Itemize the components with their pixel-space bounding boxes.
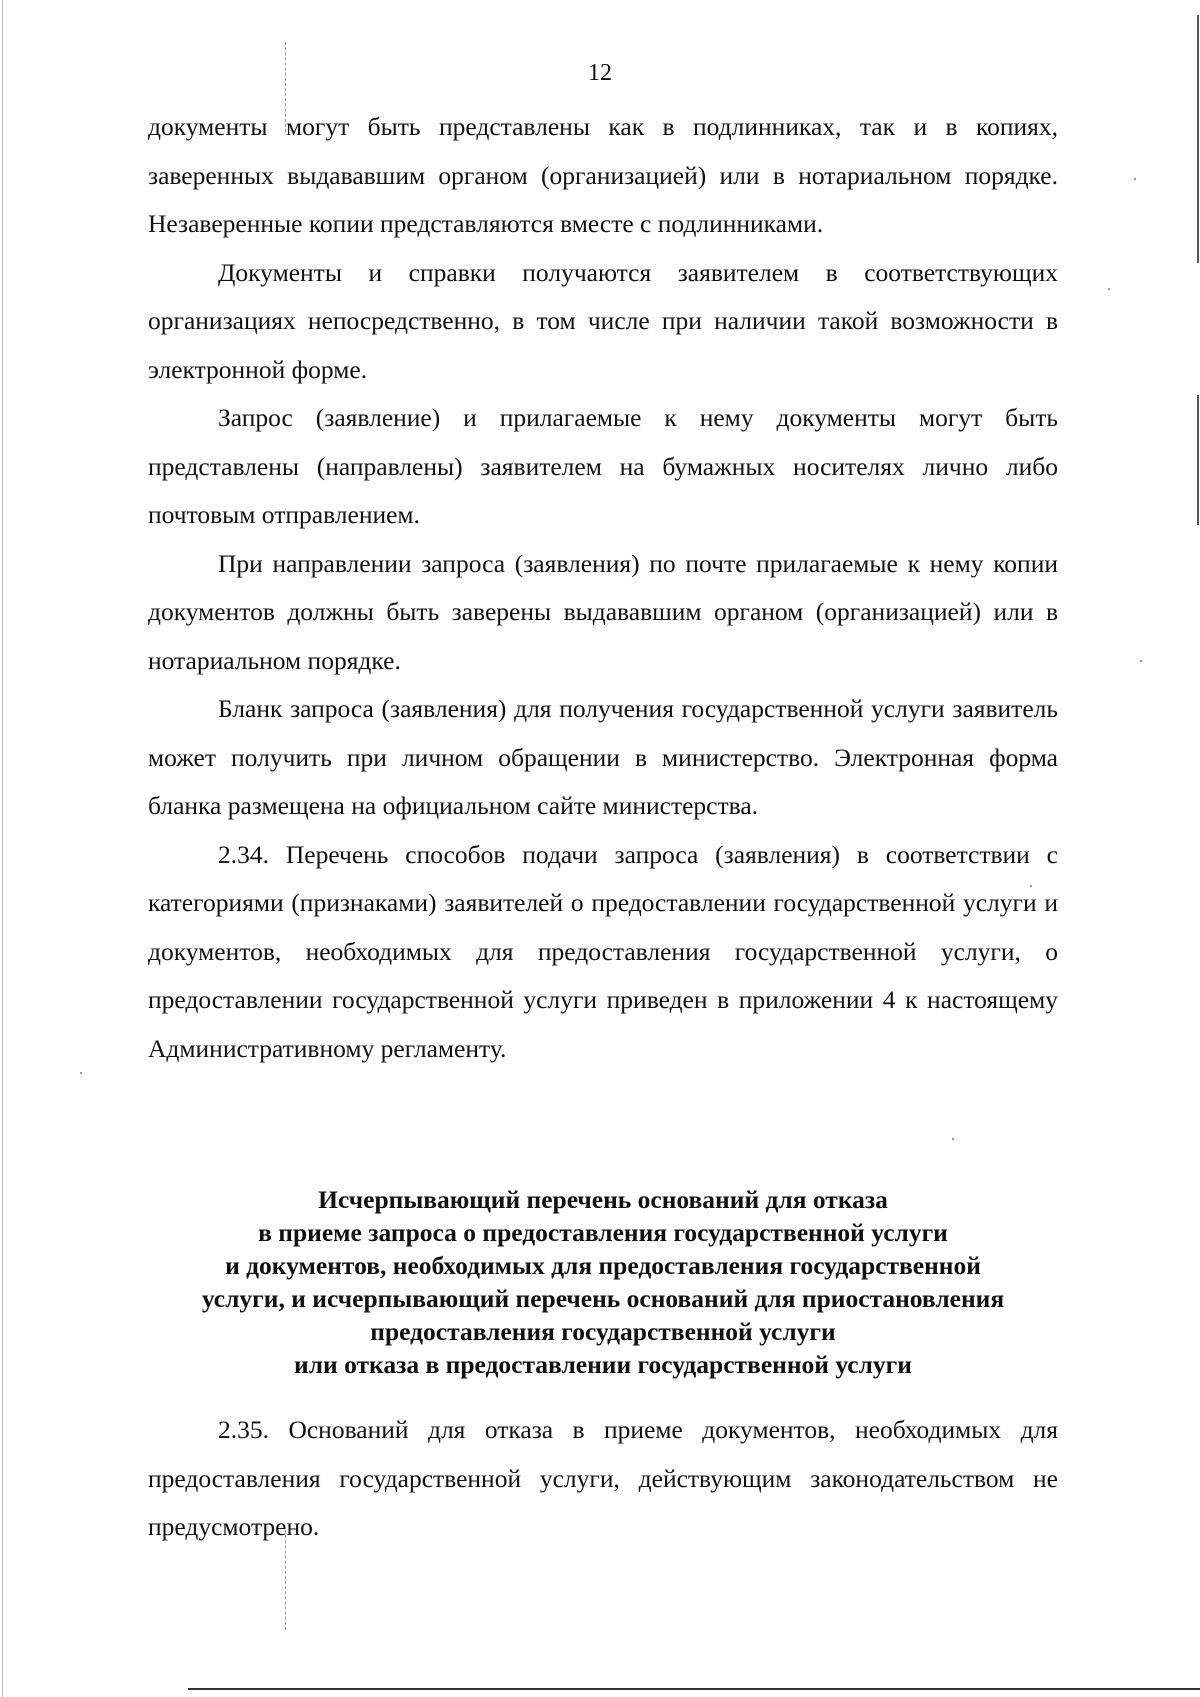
heading-line: в приеме запроса о предоставления государственной услуги xyxy=(258,1218,948,1247)
paragraph: Бланк запроса (заявления) для получения государственной услуги заявитель может получить при личном обращении в министерство. Электронная форма бланка размещена на официальном сайте министерства. xyxy=(148,694,1058,820)
heading-line: и документов, необходимых для предоставления государственной xyxy=(225,1251,981,1280)
scan-speck xyxy=(952,1138,954,1140)
paragraph: Запрос (заявление) и прилагаемые к нему документы могут быть представлены (направлены) заявителем на бумажных носителях лично либо почтовым отправлением. xyxy=(148,403,1058,529)
right-scan-mark xyxy=(1197,15,1199,263)
heading-line: или отказа в предоставлении государственной услуги xyxy=(294,1350,912,1379)
paragraph: 2.35. Оснований для отказа в приеме документов, необходимых для предоставления государственной услуги, действующим законодательством не предусмотрено. xyxy=(148,1415,1058,1541)
paragraph: При направлении запроса (заявления) по почте прилагаемые к нему копии документов должны быть заверены выдававшим органом (организацией) или в нотариальном порядке. xyxy=(148,548,1058,675)
paragraph: 2.34. Перечень способов подачи запроса (заявления) в соответствии с категориями (признаками) заявителей о предоставлении государственной услуги и документов, необходимых для предоставления государственной услуги, о предоставлении государственной услуги приведен в приложении 4 к настоящему Административному регламенту. xyxy=(148,839,1058,1063)
section-heading xyxy=(148,1183,1058,1381)
paragraph: документы могут быть представлены как в подлинниках, так и в копиях, заверенных выдававшим органом (организацией) или в нотариальном порядке. Незаверенные копии представляются вместе с подлинниками. xyxy=(148,112,1058,238)
heading-line: предоставления государственной услуги xyxy=(370,1317,836,1346)
left-scan-edge xyxy=(2,0,3,1697)
scan-speck xyxy=(80,1072,82,1074)
scan-speck xyxy=(1134,178,1136,180)
scan-speck xyxy=(1140,660,1142,662)
bottom-border-line xyxy=(188,1688,1200,1690)
scan-speck xyxy=(1108,288,1110,290)
page-number: 12 xyxy=(588,60,612,86)
paragraph: Документы и справки получаются заявителем в соответствующих организациях непосредственно, в том числе при наличии такой возможности в электронной форме. xyxy=(148,257,1058,384)
right-scan-mark xyxy=(1197,395,1199,525)
body-text-bottom xyxy=(148,1406,1058,1552)
body-text-top xyxy=(148,103,1058,1073)
heading-line: услуги, и исчерпывающий перечень оснований для приостановления xyxy=(201,1284,1005,1313)
heading-line: Исчерпывающий перечень оснований для отказа xyxy=(318,1185,888,1214)
